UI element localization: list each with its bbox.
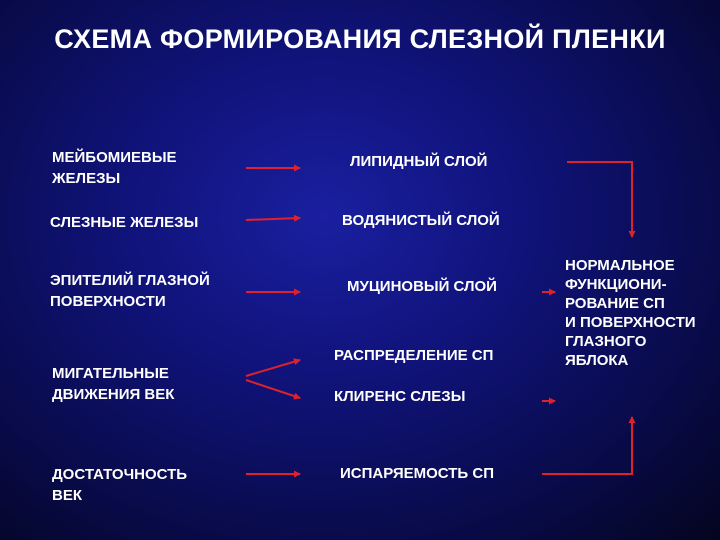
process-distribution: РАСПРЕДЕЛЕНИЕ СП	[334, 347, 494, 364]
layer-mucin: МУЦИНОВЫЙ СЛОЙ	[347, 278, 497, 295]
source-blinking: МИГАТЕЛЬНЫЕ ДВИЖЕНИЯ ВЕК	[52, 365, 175, 403]
layer-aqueous: ВОДЯНИСТЫЙ СЛОЙ	[342, 212, 500, 229]
arrow-blink-to-distribution	[246, 360, 300, 376]
source-ocular-epithelium: ЭПИТЕЛИЙ ГЛАЗНОЙ ПОВЕРХНОСТИ	[50, 272, 210, 310]
process-clearance: КЛИРЕНС СЛЕЗЫ	[334, 388, 466, 405]
process-evaporation: ИСПАРЯЕМОСТЬ СП	[340, 465, 494, 482]
page-title: СХЕМА ФОРМИРОВАНИЯ СЛЕЗНОЙ ПЛЕНКИ	[54, 24, 666, 54]
arrow-lipid-to-result	[567, 162, 632, 237]
arrow-evaporation-to-result	[542, 417, 632, 474]
source-meibomian-glands: МЕЙБОМИЕВЫЕ ЖЕЛЕЗЫ	[52, 149, 177, 187]
source-lid-sufficiency: ДОСТАТОЧНОСТЬ ВЕК	[52, 466, 188, 504]
source-lacrimal-glands: СЛЕЗНЫЕ ЖЕЛЕЗЫ	[50, 214, 199, 231]
result-normal-function: НОРМАЛЬНОЕ ФУНКЦИОНИ- РОВАНИЕ СП И ПОВЕРХНОСТИ ГЛАЗНОГО ЯБЛОКА	[565, 257, 696, 369]
layer-lipid: ЛИПИДНЫЙ СЛОЙ	[350, 153, 488, 170]
arrow-lacrimal-to-aqueous	[246, 218, 300, 220]
arrow-blink-to-clearance	[246, 380, 300, 398]
